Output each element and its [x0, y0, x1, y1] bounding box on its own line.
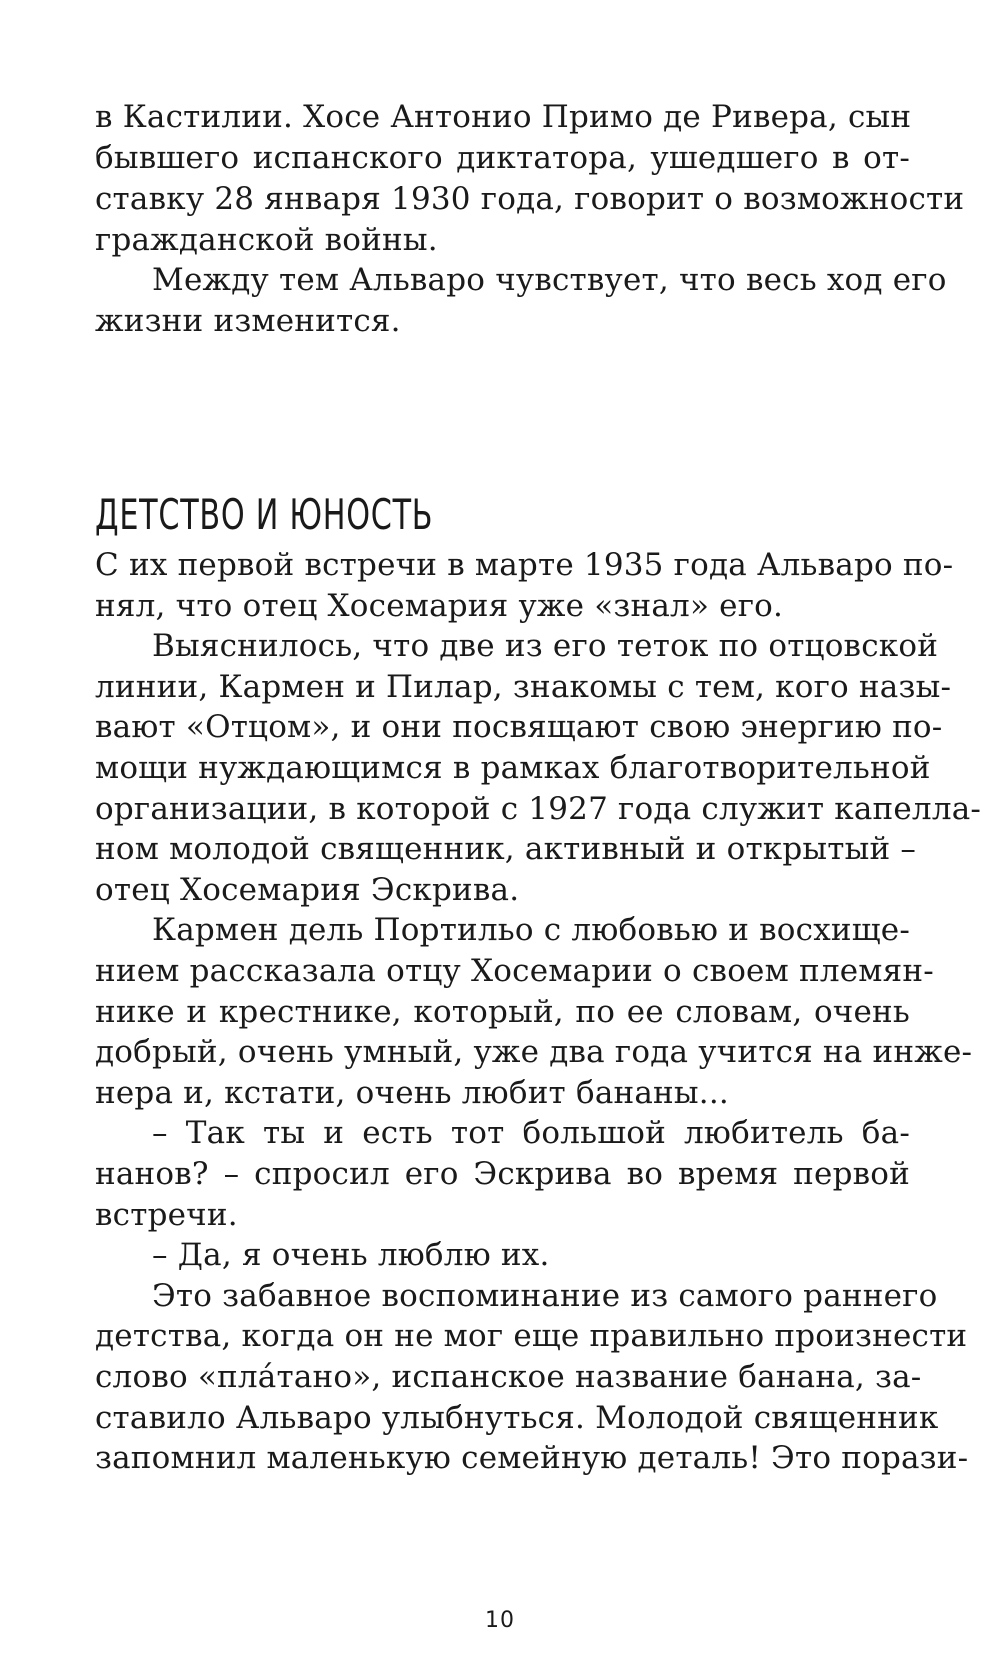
text-line: Кармен дель Портильо с любовью и восхище-: [152, 912, 910, 948]
text-line: жизни изменится.: [95, 303, 401, 339]
text-line: добрый, очень умный, уже два года учится на инже-: [95, 1034, 973, 1070]
text-line: нера и, кстати, очень любит бананы...: [95, 1075, 729, 1111]
text-line: Выяснилось, что две из его теток по отцовской: [152, 628, 939, 664]
text-line: вают «Отцом», и они посвящают свою энергию по-: [95, 709, 943, 745]
text-line: мощи нуждающимся в рамках благотворительной: [95, 750, 931, 786]
text-line: организации, в которой с 1927 года служит капелла-: [95, 791, 982, 827]
text-line: запомнил маленькую семейную деталь! Это порази-: [95, 1440, 969, 1476]
page-number: 10: [485, 1608, 515, 1633]
chapter-heading: ДЕТСТВО И ЮНОСТЬ: [95, 490, 434, 539]
text-line: нанов? – спросил его Эскрива во время первой: [95, 1156, 910, 1192]
text-line: детства, когда он не мог еще правильно произнести: [95, 1318, 968, 1354]
text-line: нял, что отец Хосемария уже «знал» его.: [95, 588, 784, 624]
text-line: в Кастилии. Хосе Антонио Примо де Ривера, сын: [95, 99, 912, 135]
text-line: нием рассказала отцу Хосемарии о своем племян-: [95, 953, 934, 989]
text-line: С их первой встречи в марте 1935 года Альваро по-: [95, 547, 954, 583]
text-line: отец Хосемария Эскрива.: [95, 872, 520, 908]
text-line: нике и крестнике, который, по ее словам, очень: [95, 994, 910, 1030]
text-line: – Так ты и есть тот большой любитель ба-: [152, 1115, 910, 1151]
text-line: ставило Альваро улыбнуться. Молодой священник: [95, 1400, 939, 1436]
text-line: – Да, я очень люблю их.: [152, 1237, 550, 1273]
text-line: Между тем Альваро чувствует, что весь ход его: [152, 262, 947, 298]
text-line: линии, Кармен и Пилар, знакомы с тем, кого назы-: [95, 669, 952, 705]
text-line: ставку 28 января 1930 года, говорит о возможности: [95, 181, 965, 217]
text-line: встречи.: [95, 1197, 238, 1233]
text-line: слово «плáтано», испанское название банана, за-: [95, 1359, 922, 1395]
text-line: гражданской войны.: [95, 222, 438, 258]
text-line: ном молодой священник, активный и открытый –: [95, 831, 917, 867]
text-line: Это забавное воспоминание из самого раннего: [152, 1278, 938, 1314]
text-line: бывшего испанского диктатора, ушедшего в от-: [95, 140, 910, 176]
